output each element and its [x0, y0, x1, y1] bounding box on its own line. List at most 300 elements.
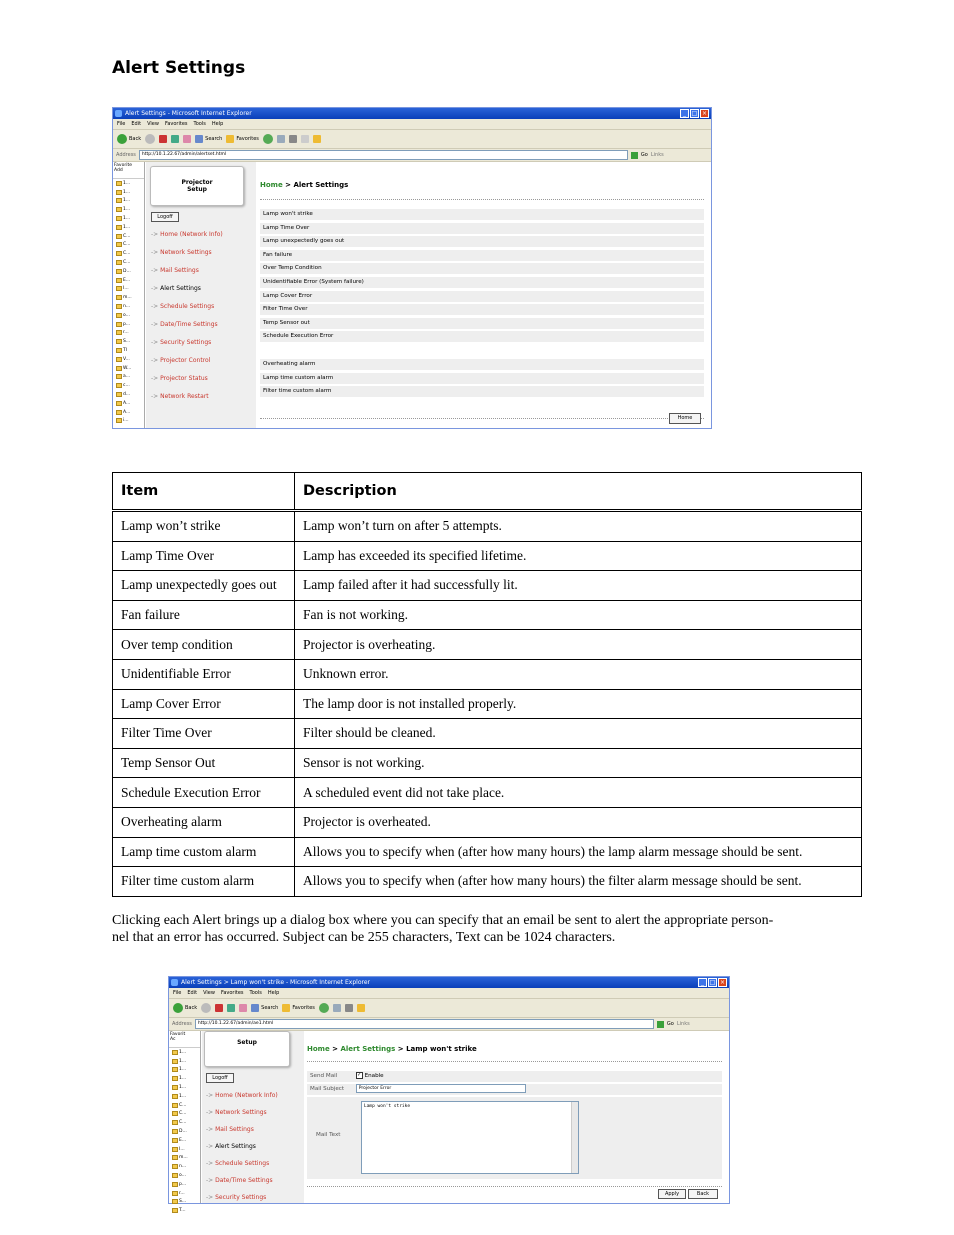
- folder-icon: [116, 295, 122, 300]
- menu-favorites[interactable]: Favorites: [220, 990, 244, 996]
- folder-icon: [172, 1138, 178, 1143]
- home-button[interactable]: Home: [669, 413, 701, 424]
- folder-icon: [116, 269, 122, 274]
- folder-icon: [116, 366, 122, 371]
- breadcrumb-home[interactable]: Home: [260, 181, 283, 189]
- favorites-item[interactable]: [113, 355, 144, 364]
- favorites-item-label: C...: [179, 1111, 187, 1117]
- alert-item[interactable]: Lamp unexpectedly goes out: [260, 236, 704, 247]
- favorites-item[interactable]: [169, 1101, 200, 1110]
- favorites-item[interactable]: [169, 1057, 200, 1066]
- favorites-item-label: n...: [179, 1164, 187, 1170]
- alert-item[interactable]: Filter Time Over: [260, 304, 704, 315]
- favorites-item-label: 1...: [123, 207, 131, 213]
- paragraph-line: Clicking each Alert brings up a dialog box where you can specify that an email be sent to alert the appropriate person-: [112, 913, 774, 928]
- mail-subject-input[interactable]: Projector Error: [356, 1084, 526, 1093]
- alert-item[interactable]: Lamp Time Over: [260, 223, 704, 234]
- search-icon: [195, 135, 203, 143]
- body-paragraph: [112, 912, 854, 946]
- address-bar: [169, 1018, 729, 1031]
- menu-file[interactable]: File: [117, 121, 126, 127]
- search-icon: [251, 1004, 259, 1012]
- close-icon[interactable]: ×: [719, 979, 726, 986]
- home-icon[interactable]: [183, 135, 191, 143]
- window-titlebar: [113, 108, 711, 119]
- favorites-item-label: 1...: [123, 180, 131, 186]
- menu-view[interactable]: View: [147, 121, 159, 127]
- window-titlebar: [169, 977, 729, 988]
- favorites-item-label: C...: [123, 242, 131, 248]
- folder-icon: [116, 216, 122, 221]
- nav-alert-settings[interactable]: -> Alert Settings: [206, 1143, 256, 1150]
- enable-label: Enable: [364, 1073, 384, 1079]
- mail-text-label: Mail Text: [316, 1132, 341, 1138]
- favorites-item[interactable]: [113, 249, 144, 258]
- folder-icon[interactable]: [313, 135, 321, 143]
- favorites-item[interactable]: [113, 267, 144, 276]
- table-row: [113, 541, 862, 571]
- favorites-item[interactable]: [113, 241, 144, 250]
- favorites-item-label: C...: [179, 1102, 187, 1108]
- table-cell-description: Allows you to specify when (after how many hours) the lamp alarm message should be sent.: [295, 837, 862, 867]
- edit-icon[interactable]: [301, 135, 309, 143]
- forward-arrow-icon[interactable]: [201, 1003, 211, 1013]
- favorites-item[interactable]: [169, 1145, 200, 1154]
- nav-network-settings[interactable]: -> Network Settings: [151, 249, 212, 256]
- favorites-item[interactable]: [113, 364, 144, 373]
- folder-icon: [116, 260, 122, 265]
- favorites-item-label: TI: [123, 348, 128, 354]
- mail-subject-label: Mail Subject: [310, 1086, 345, 1092]
- scrollbar[interactable]: [571, 1102, 578, 1173]
- favorites-item[interactable]: [169, 1074, 200, 1083]
- browser-viewport: [113, 162, 711, 428]
- favorites-item-label: m...: [179, 1155, 188, 1161]
- minimize-icon[interactable]: _: [698, 978, 707, 987]
- table-cell-description: Fan is not working.: [295, 600, 862, 630]
- history-icon[interactable]: [263, 134, 273, 144]
- back-page-button[interactable]: Back: [688, 1189, 718, 1199]
- favorites-item-label: C...: [123, 260, 131, 266]
- favorites-item-label: p...: [179, 1181, 187, 1187]
- favorites-item-label: C...: [123, 251, 131, 257]
- table-row: [113, 511, 862, 542]
- back-button[interactable]: Back: [117, 134, 141, 144]
- divider: [307, 1061, 722, 1062]
- mail-text-area[interactable]: Lamp won't strike: [361, 1101, 579, 1174]
- alert-item[interactable]: Over Temp Condition: [260, 263, 704, 274]
- favorites-item-label: I...: [123, 286, 129, 292]
- folder-icon: [116, 234, 122, 239]
- favorites-item[interactable]: [169, 1118, 200, 1127]
- folder-icon: [116, 330, 122, 335]
- nav-datetime-settings[interactable]: -> Date/Time Settings: [206, 1177, 273, 1184]
- table-row: [113, 807, 862, 837]
- table-cell-item: Lamp won’t strike: [113, 511, 295, 542]
- maximize-icon[interactable]: □: [709, 979, 716, 986]
- favorites-item-label: 1...: [179, 1085, 187, 1091]
- favorites-item[interactable]: [169, 1206, 200, 1215]
- favorites-item[interactable]: [113, 205, 144, 214]
- favorites-item-label: 1...: [123, 198, 131, 204]
- menu-help[interactable]: Help: [267, 990, 280, 996]
- favorites-item-label: 1...: [123, 216, 131, 222]
- favorites-item-label: E...: [123, 277, 131, 283]
- favorites-item-label: 1...: [123, 224, 131, 230]
- table-cell-item: Lamp time custom alarm: [113, 837, 295, 867]
- address-input[interactable]: http://10.1.22.67/admin/ae1.html: [195, 1019, 654, 1029]
- sidebar-nav: [146, 162, 256, 428]
- favorites-list: [113, 179, 144, 425]
- folder-icon: [172, 1129, 178, 1134]
- enable-checkbox[interactable]: ✓: [357, 1072, 362, 1078]
- favorites-item-label: a...: [123, 374, 131, 380]
- menu-bar: [113, 119, 711, 130]
- favorites-item-label: 1...: [179, 1058, 187, 1064]
- favorites-list: [169, 1048, 200, 1215]
- menu-edit[interactable]: Edit: [187, 990, 198, 996]
- folder-icon: [172, 1103, 178, 1108]
- go-icon[interactable]: [657, 1021, 664, 1028]
- table-cell-item: Unidentifiable Error: [113, 659, 295, 689]
- favorites-item[interactable]: [113, 337, 144, 346]
- home-icon[interactable]: [239, 1004, 247, 1012]
- favorites-item[interactable]: [169, 1092, 200, 1101]
- menu-bar: [169, 988, 729, 999]
- favorites-item-label: i...: [123, 418, 129, 424]
- nav-schedule-settings[interactable]: -> Schedule Settings: [206, 1160, 269, 1167]
- alert-item[interactable]: Unidentifiable Error (System failure): [260, 277, 704, 288]
- go-label[interactable]: Go: [640, 152, 648, 158]
- breadcrumb: Home > Alert Settings: [260, 181, 349, 189]
- favorites-item[interactable]: [113, 285, 144, 294]
- nav-security-settings[interactable]: -> Security Settings: [151, 339, 211, 346]
- breadcrumb-home[interactable]: Home: [307, 1045, 330, 1053]
- table-cell-description: Allows you to specify when (after how many hours) the filter alarm message should be sent.: [295, 867, 862, 897]
- table-row: [113, 719, 862, 749]
- close-icon[interactable]: ×: [701, 110, 708, 117]
- folder-icon[interactable]: [357, 1004, 365, 1012]
- favorites-item[interactable]: [169, 1171, 200, 1180]
- menu-edit[interactable]: Edit: [131, 121, 142, 127]
- table-cell-item: Temp Sensor Out: [113, 748, 295, 778]
- favorites-item-label: W...: [123, 365, 132, 371]
- folder-icon: [172, 1085, 178, 1090]
- favorites-item[interactable]: [113, 311, 144, 320]
- favorites-item[interactable]: [113, 258, 144, 267]
- favorites-item[interactable]: [113, 188, 144, 197]
- favorites-item-label: d...: [123, 392, 131, 398]
- stop-icon[interactable]: [159, 135, 167, 143]
- stop-icon[interactable]: [215, 1004, 223, 1012]
- table-row: [113, 600, 862, 630]
- divider: [307, 1186, 722, 1187]
- favorites-item[interactable]: [113, 293, 144, 302]
- favorites-item-label: A...: [123, 409, 131, 415]
- table-cell-item: Schedule Execution Error: [113, 778, 295, 808]
- favorites-item[interactable]: [169, 1127, 200, 1136]
- menu-tools[interactable]: Tools: [193, 121, 206, 127]
- nav-security-settings[interactable]: -> Security Settings: [206, 1194, 266, 1201]
- favorites-item-label: c...: [123, 383, 130, 389]
- favorites-item[interactable]: [113, 320, 144, 329]
- alert-item[interactable]: Overheating alarm: [260, 359, 704, 370]
- folder-icon: [116, 304, 122, 309]
- table-cell-item: Filter Time Over: [113, 719, 295, 749]
- address-label: Address: [116, 152, 136, 158]
- folder-icon: [172, 1059, 178, 1064]
- nav-projector-status[interactable]: -> Projector Status: [151, 375, 208, 382]
- address-bar: [113, 149, 711, 162]
- nav-projector-control[interactable]: -> Projector Control: [151, 357, 210, 364]
- table-row: [113, 689, 862, 719]
- nav-mail-settings[interactable]: -> Mail Settings: [206, 1126, 254, 1133]
- table-cell-item: Lamp Time Over: [113, 541, 295, 571]
- favorites-header: Favorit: [170, 1032, 186, 1037]
- favorites-item[interactable]: [113, 381, 144, 390]
- favorites-item-label: n...: [123, 304, 131, 310]
- minimize-icon[interactable]: _: [680, 109, 689, 118]
- table-cell-description: Lamp failed after it had successfully lit.: [295, 571, 862, 601]
- favorites-item-label: o...: [179, 1173, 186, 1179]
- table-cell-description: Filter should be cleaned.: [295, 719, 862, 749]
- table-cell-item: Lamp Cover Error: [113, 689, 295, 719]
- toolbar: [169, 999, 729, 1018]
- table-cell-description: A scheduled event did not take place.: [295, 778, 862, 808]
- favorites-item[interactable]: [169, 1198, 200, 1207]
- favorites-item[interactable]: [113, 179, 144, 188]
- favorites-item[interactable]: [113, 390, 144, 399]
- table-cell-item: Overheating alarm: [113, 807, 295, 837]
- favorites-item-label: r...: [123, 330, 129, 336]
- address-label: Address: [172, 1021, 192, 1027]
- mail-icon[interactable]: [277, 135, 285, 143]
- favorites-item[interactable]: [169, 1066, 200, 1075]
- folder-icon: [116, 322, 122, 327]
- folder-icon: [116, 374, 122, 379]
- table-cell-item: Fan failure: [113, 600, 295, 630]
- table-cell-description: Sensor is not working.: [295, 748, 862, 778]
- table-cell-description: Projector is overheated.: [295, 807, 862, 837]
- table-row: [113, 867, 862, 897]
- folder-icon: [172, 1067, 178, 1072]
- nav-home-network-info[interactable]: -> Home (Network Info): [206, 1092, 278, 1099]
- nav-home-network-info[interactable]: -> Home (Network Info): [151, 231, 223, 238]
- favorites-item[interactable]: [113, 373, 144, 382]
- folder-icon: [116, 207, 122, 212]
- nav-schedule-settings[interactable]: -> Schedule Settings: [151, 303, 214, 310]
- alert-item[interactable]: Fan failure: [260, 250, 704, 261]
- nav-network-restart[interactable]: -> Network Restart: [151, 393, 209, 400]
- table-cell-description: The lamp door is not installed properly.: [295, 689, 862, 719]
- folder-icon: [172, 1208, 178, 1213]
- browser-window-lamp-wont-strike: [168, 976, 730, 1214]
- folder-icon: [116, 242, 122, 247]
- address-input[interactable]: http://10.1.22.67/admin/alertset.html: [139, 150, 628, 160]
- star-icon: [282, 1004, 290, 1012]
- links-label[interactable]: Links: [650, 152, 664, 158]
- refresh-icon[interactable]: [227, 1004, 235, 1012]
- favorites-item[interactable]: [169, 1136, 200, 1145]
- favorites-item[interactable]: [113, 346, 144, 355]
- folder-icon: [116, 348, 122, 353]
- favorites-item-label: D...: [123, 268, 131, 274]
- favorites-item-label: T...: [179, 1208, 186, 1214]
- favorites-item-label: 1...: [123, 189, 131, 195]
- print-icon[interactable]: [345, 1004, 353, 1012]
- table-row: [113, 748, 862, 778]
- favorites-item-label: I...: [179, 1146, 185, 1152]
- breadcrumb: Home > Alert Settings > Lamp won't strike: [307, 1045, 477, 1053]
- breadcrumb-alert-settings[interactable]: Alert Settings: [340, 1045, 396, 1053]
- star-icon: [226, 135, 234, 143]
- favorites-item-label: 1...: [179, 1067, 187, 1073]
- paragraph-line: nel that an error has occurred. Subject can be 255 characters, Text can be 1024 characters.: [112, 930, 616, 945]
- toolbar: [113, 130, 711, 149]
- send-mail-row: [307, 1071, 722, 1082]
- folder-icon: [116, 278, 122, 283]
- folder-icon: [172, 1094, 178, 1099]
- nav-network-settings[interactable]: -> Network Settings: [206, 1109, 267, 1116]
- favorites-item-label: p...: [123, 321, 131, 327]
- favorites-header: Favorite: [114, 163, 132, 168]
- alert-item[interactable]: Schedule Execution Error: [260, 331, 704, 342]
- alert-item[interactable]: Lamp Cover Error: [260, 291, 704, 302]
- back-arrow-icon: [173, 1003, 183, 1013]
- favorites-item[interactable]: [113, 232, 144, 241]
- favorites-item-label: m...: [123, 295, 132, 301]
- menu-file[interactable]: File: [173, 990, 182, 996]
- favorites-item[interactable]: [113, 302, 144, 311]
- favorites-item-label: r...: [179, 1190, 185, 1196]
- folder-icon: [116, 410, 122, 415]
- table-row: [113, 778, 862, 808]
- search-button[interactable]: Search: [195, 135, 222, 143]
- logoff-button[interactable]: Logoff: [206, 1073, 234, 1083]
- folder-icon: [172, 1120, 178, 1125]
- search-button[interactable]: Search: [251, 1004, 278, 1012]
- favorites-button[interactable]: Favorites: [282, 1004, 315, 1012]
- folder-icon: [172, 1191, 178, 1196]
- window-title: Alert Settings - Microsoft Internet Explorer: [125, 110, 252, 117]
- alert-item[interactable]: Lamp won't strike: [260, 209, 704, 220]
- favorites-item-label: S...: [123, 339, 131, 345]
- go-label[interactable]: Go: [666, 1021, 674, 1027]
- folder-icon: [116, 190, 122, 195]
- breadcrumb-current: Alert Settings: [293, 181, 349, 189]
- favorites-item-label: o...: [123, 312, 130, 318]
- folder-icon: [116, 383, 122, 388]
- favorites-item[interactable]: [113, 399, 144, 408]
- table-cell-item: Over temp condition: [113, 630, 295, 660]
- nav-mail-settings[interactable]: -> Mail Settings: [151, 267, 199, 274]
- send-mail-label: Send Mail: [310, 1073, 338, 1079]
- mail-text-row: [307, 1097, 722, 1179]
- favorites-item-label: E...: [179, 1137, 187, 1143]
- folder-icon: [172, 1164, 178, 1169]
- favorites-button[interactable]: Favorites: [226, 135, 259, 143]
- favorites-add[interactable]: Ac: [170, 1037, 176, 1042]
- column-header-item: Item: [113, 473, 295, 511]
- links-label[interactable]: Links: [676, 1021, 690, 1027]
- nav-datetime-settings[interactable]: -> Date/Time Settings: [151, 321, 218, 328]
- back-button[interactable]: Back: [173, 1003, 197, 1013]
- favorites-item[interactable]: [113, 329, 144, 338]
- favorites-item[interactable]: [113, 417, 144, 426]
- folder-icon: [172, 1173, 178, 1178]
- nav-alert-settings[interactable]: -> Alert Settings: [151, 285, 201, 292]
- history-icon[interactable]: [319, 1003, 329, 1013]
- favorites-item-label: 1...: [179, 1049, 187, 1055]
- alert-item[interactable]: Temp Sensor out: [260, 318, 704, 329]
- column-header-description: Description: [295, 473, 862, 511]
- alert-item[interactable]: Lamp time custom alarm: [260, 373, 704, 384]
- folder-icon: [172, 1155, 178, 1160]
- folder-icon: [116, 198, 122, 203]
- favorites-item[interactable]: [169, 1048, 200, 1057]
- menu-view[interactable]: View: [203, 990, 215, 996]
- menu-favorites[interactable]: Favorites: [164, 121, 188, 127]
- table-row: [113, 659, 862, 689]
- alert-item[interactable]: Filter time custom alarm: [260, 386, 704, 397]
- apply-button[interactable]: Apply: [658, 1189, 686, 1199]
- folder-icon: [172, 1182, 178, 1187]
- folder-icon: [116, 251, 122, 256]
- divider: [260, 199, 704, 200]
- favorites-pane: [169, 1031, 201, 1214]
- favorites-item[interactable]: [169, 1110, 200, 1119]
- browser-viewport: [169, 1031, 729, 1214]
- favorites-item[interactable]: [113, 214, 144, 223]
- maximize-icon[interactable]: □: [691, 110, 698, 117]
- favorites-item[interactable]: [169, 1189, 200, 1198]
- logoff-button[interactable]: Logoff: [151, 212, 179, 222]
- window-title: Alert Settings > Lamp won't strike - Microsoft Internet Explorer: [181, 979, 370, 986]
- favorites-item[interactable]: [113, 276, 144, 285]
- folder-icon: [116, 286, 122, 291]
- alert-description-table: [112, 472, 862, 897]
- menu-help[interactable]: Help: [211, 121, 224, 127]
- table-cell-description: Lamp has exceeded its specified lifetime.: [295, 541, 862, 571]
- folder-icon: [172, 1111, 178, 1116]
- favorites-item[interactable]: [169, 1083, 200, 1092]
- favorites-item[interactable]: [169, 1162, 200, 1171]
- browser-window-alert-settings: [112, 107, 712, 429]
- folder-icon: [172, 1050, 178, 1055]
- go-icon[interactable]: [631, 152, 638, 159]
- breadcrumb-current: Lamp won't strike: [406, 1045, 477, 1053]
- favorites-item[interactable]: [169, 1180, 200, 1189]
- menu-tools[interactable]: Tools: [249, 990, 262, 996]
- favorites-add[interactable]: Add: [114, 168, 123, 173]
- refresh-icon[interactable]: [171, 135, 179, 143]
- favorites-item[interactable]: [113, 223, 144, 232]
- forward-arrow-icon[interactable]: [145, 134, 155, 144]
- table-row: [113, 837, 862, 867]
- favorites-item[interactable]: [113, 197, 144, 206]
- mail-subject-row: [307, 1084, 722, 1095]
- mail-icon[interactable]: [333, 1004, 341, 1012]
- print-icon[interactable]: [289, 135, 297, 143]
- favorites-item[interactable]: [113, 408, 144, 417]
- table-row: [113, 630, 862, 660]
- ie-icon: [115, 110, 122, 117]
- section-heading: Alert Settings: [112, 58, 246, 78]
- favorites-item-label: V...: [123, 356, 130, 362]
- folder-icon: [116, 418, 122, 423]
- projector-setup-logo: Setup: [204, 1031, 290, 1067]
- favorites-item[interactable]: [169, 1154, 200, 1163]
